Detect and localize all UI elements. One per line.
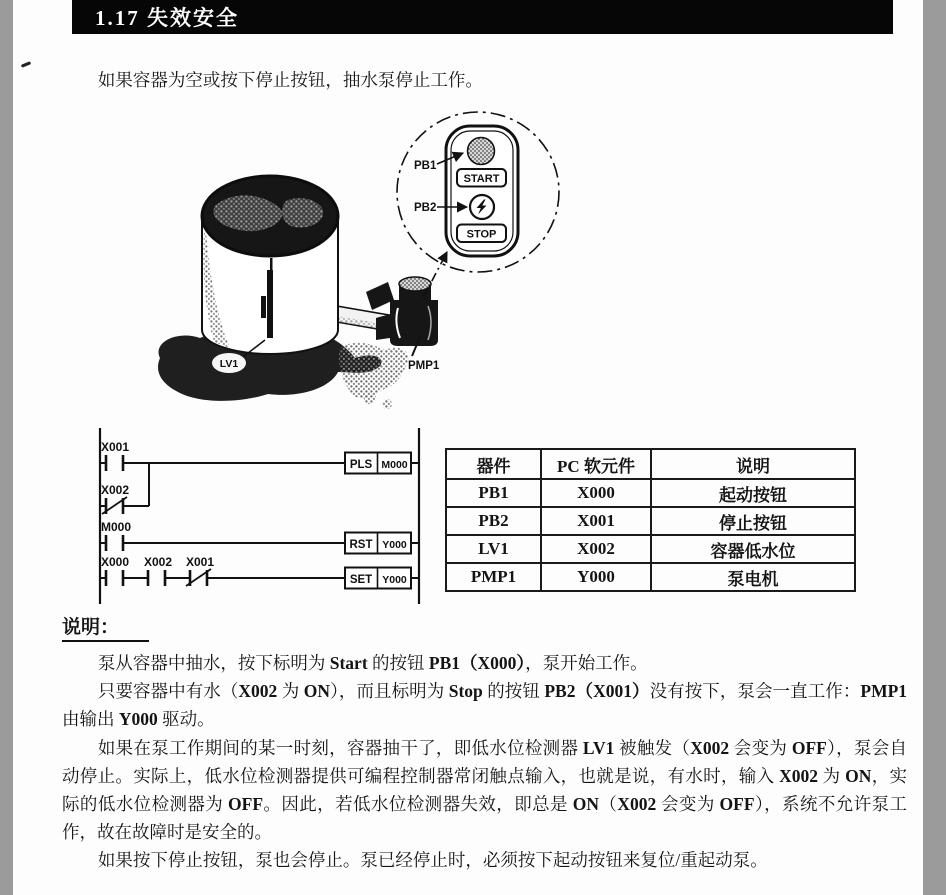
pb1-label: PB1 [414,160,437,172]
table-row: PB2 X001 停止按钮 [446,507,855,535]
lv1-label: LV1 [219,358,239,370]
coil-box-pls [345,453,411,474]
intro-paragraph: 如果容器为空或按下停止按钮，抽水泵停止工作。 [97,70,483,90]
notes-section [62,612,907,875]
scan-artifact [21,61,31,68]
start-button [468,138,495,165]
pmp1-label: PMP1 [408,360,440,372]
contact-label: X001 [101,440,130,454]
control-panel [446,126,518,256]
note-paragraph: 如果在泵工作期间的某一时刻，容器抽干了，即低水位检测器 LV1 被触发（X002 会变为 OFF），泵会自动停止。实际上，低水位检测器提供可编程控制器常闭触点输入，也就是说，有水时，输入 X002 为 ON，实际的低水位检测器为 OFF。因此，若低水位检测器失效，即总是 ON（X002 会变为 OFF），系统不允许泵工作，故在故障时是安全的。 [62,737,908,843]
io-assignment-table [445,448,856,592]
table-row: PB1 X000 起动按钮 [446,479,855,507]
section-title: 1.17 失效安全 [95,6,239,30]
table-row: PMP1 Y000 泵电机 [446,563,855,591]
notes-heading: 说明： [62,612,907,642]
table-header-row [446,449,855,479]
column-header-pc-element: PC 软元件 [541,449,651,479]
pump-shadow [339,343,408,399]
note-paragraph: 如果按下停止按钮，泵也会停止。泵已经停止时，必须按下起动按钮来复位/重起动泵。 [97,850,768,871]
section-header-bar [72,0,893,34]
svg-text:Y000: Y000 [382,573,407,586]
svg-text:PLS: PLS [349,458,373,471]
pump [366,277,438,346]
start-label: START [463,173,500,185]
pump-shadow-speck [382,399,392,409]
svg-text:RST: RST [349,538,373,551]
pump-system-illustration [140,108,600,420]
svg-text:SET: SET [349,573,373,586]
scan-edge-right [923,0,946,895]
svg-text:Y000: Y000 [382,538,407,551]
pump-shadow-speck [364,392,376,404]
contact-label: X000 [101,555,130,569]
table-row: LV1 X002 容器低水位 [446,535,855,563]
note-paragraph: 只要容器中有水（X002 为 ON），而且标明为 Stop 的按钮 PB2（X001）没有按下，泵会一直工作：PMP1 由输出 Y000 驱动。 [62,681,908,730]
stop-label: STOP [466,228,497,241]
contact-label: X002 [144,555,173,569]
coil-box-rst [345,533,411,554]
pb2-label: PB2 [414,202,437,214]
note-paragraph: 泵从容器中抽水，按下标明为 Start 的按钮 PB1（X000），泵开始工作。 [97,653,648,673]
ladder-diagram [86,424,434,608]
column-header-device: 器件 [446,449,541,479]
contact-label: X001 [186,555,215,569]
contact-label: X002 [101,483,130,497]
svg-text:M000: M000 [381,458,408,471]
contact-label: M000 [101,520,132,534]
scan-edge-left [0,0,13,895]
column-header-description: 说明 [651,449,855,479]
coil-box-set [345,568,411,589]
